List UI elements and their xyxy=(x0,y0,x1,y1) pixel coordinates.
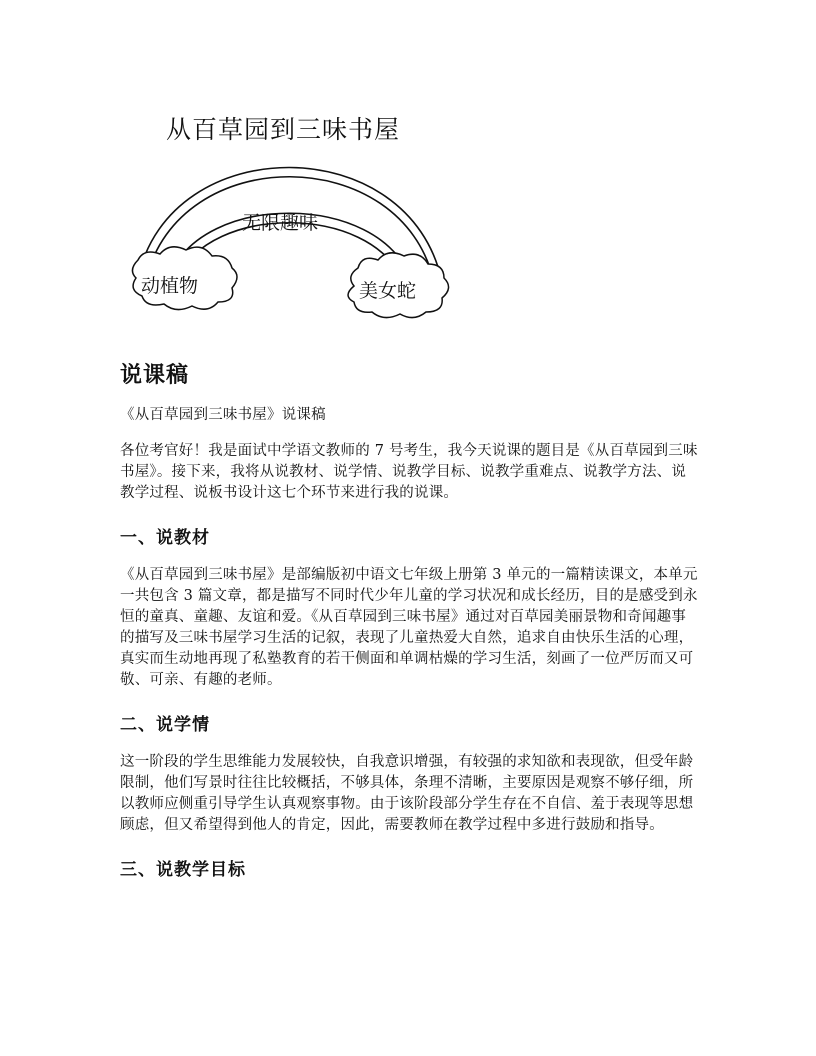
diagram-title: 从百草园到三味书屋 xyxy=(166,115,401,144)
section-heading-objectives: 三、说教学目标 xyxy=(120,860,246,880)
section-heading-students: 二、说学情 xyxy=(120,715,210,735)
document-body xyxy=(120,358,700,897)
right-cloud-label: 美女蛇 xyxy=(359,280,417,302)
section-heading-textbook: 一、说教材 xyxy=(120,528,210,548)
arc-label: 无限趣味 xyxy=(242,212,319,234)
page-title: 说课稿 xyxy=(120,363,190,388)
section-body-textbook: 《从百草园到三味书屋》是部编版初中语文七年级上册第 3 单元的一篇精读课文，本单元一共包含 3 篇文章，都是描写不同时代少年儿童的学习状况和成长经历，目的是感受到永恒的童真、童趣、友谊和爱。《从百草园到三味书屋》通过对百草园美丽景物和奇闻趣事的描写及三味书屋学习生活的记叙，表现了儿童热爱大自然，追求自由快乐生活的心理，真实而生动地再现了私塾教育的若干侧面和单调枯燥的学习生活，刻画了一位严厉而又可敬、可亲、有趣的老师。 xyxy=(120,567,698,688)
intro-paragraph: 各位考官好！我是面试中学语文教师的 7 号考生，我今天说课的题目是《从百草园到三味书屋》。接下来，我将从说教材、说学情、说教学目标、说教学重难点、说教学方法、说教学过程、说板书设计这七个环节来进行我的说课。 xyxy=(120,443,698,501)
document-subtitle: 《从百草园到三味书屋》说课稿 xyxy=(120,407,326,423)
rainbow-diagram xyxy=(110,100,470,330)
left-cloud-label: 动植物 xyxy=(141,275,199,297)
section-body-students: 这一阶段的学生思维能力发展较快，自我意识增强，有较强的求知欲和表现欲，但受年龄限制，他们写景时往往比较概括，不够具体，条理不清晰，主要原因是观察不够仔细，所以教师应侧重引导学生认真观察事物。由于该阶段部分学生存在不自信、羞于表现等思想顾虑，但又希望得到他人的肯定，因此，需要教师在教学过程中多进行鼓励和指导。 xyxy=(120,754,694,833)
